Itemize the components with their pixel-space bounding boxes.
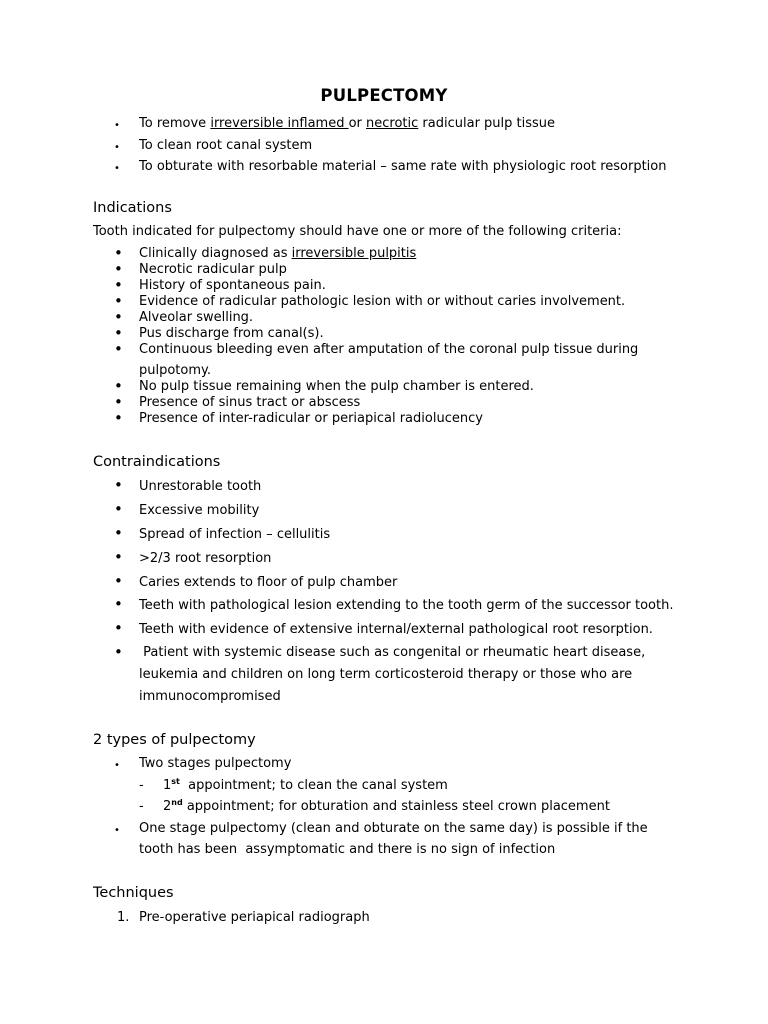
section-heading-types: 2 types of pulpectomy xyxy=(93,732,256,748)
list-item: • Presence of inter-radicular or periapical radiolucency xyxy=(0,411,700,427)
list-item: • Clinically diagnosed as irreversible pulpitis xyxy=(0,246,700,262)
list-item: • History of spontaneous pain. xyxy=(0,278,700,294)
list-item: • Excessive mobility xyxy=(0,499,700,523)
list-item: • >2/3 root resorption xyxy=(0,547,700,571)
section-heading-indications: Indications xyxy=(93,200,172,216)
indications-intro: Tooth indicated for pulpectomy should have one or more of the following criteria: xyxy=(93,224,622,239)
objectives-list xyxy=(0,113,700,178)
page-title: PULPECTOMY xyxy=(320,86,448,105)
list-item: • Pus discharge from canal(s). xyxy=(0,326,700,342)
list-item: • Presence of sinus tract or abscess xyxy=(0,395,700,411)
list-item: • Evidence of radicular pathologic lesion with or without caries involvement. xyxy=(0,294,700,310)
list-item: • Continuous bleeding even after amputation of the coronal pulp tissue during pulpotomy. xyxy=(0,342,700,379)
list-item: • One stage pulpectomy (clean and obturate on the same day) is possible if the tooth has been assymptomatic and there is no sign of infection xyxy=(0,818,700,861)
list-item: • Unrestorable tooth xyxy=(0,475,700,499)
list-item: • To remove irreversible inflamed or necrotic radicular pulp tissue xyxy=(0,113,700,135)
list-item: 1. Pre-operative periapical radiograph xyxy=(0,908,700,928)
list-item: • No pulp tissue remaining when the pulp chamber is entered. xyxy=(0,379,700,395)
techniques-list xyxy=(0,908,700,928)
list-item: • To clean root canal system xyxy=(0,135,700,157)
indications-list xyxy=(0,246,700,427)
types-list xyxy=(0,753,700,861)
list-item: • To obturate with resorbable material – same rate with physiologic root resorption xyxy=(0,156,700,178)
contraindications-list xyxy=(0,475,700,708)
section-heading-techniques: Techniques xyxy=(93,885,174,901)
section-heading-contraindications: Contraindications xyxy=(93,454,221,470)
list-item: • Caries extends to floor of pulp chamber xyxy=(0,571,700,595)
list-item: • Necrotic radicular pulp xyxy=(0,262,700,278)
list-item: • Spread of infection – cellulitis xyxy=(0,523,700,547)
list-item: • Teeth with evidence of extensive internal/external pathological root resorption. xyxy=(0,618,700,642)
list-item: - 1st appointment; to clean the canal system xyxy=(0,775,700,797)
list-item: • Two stages pulpectomy xyxy=(0,753,700,775)
list-item: • Teeth with pathological lesion extending to the tooth germ of the successor tooth. xyxy=(0,594,700,618)
list-item: • Patient with systemic disease such as congenital or rheumatic heart disease, leukemia and children on long term corticosteroid therapy or those who are immunocompromised xyxy=(0,642,700,708)
list-item: - 2nd appointment; for obturation and stainless steel crown placement xyxy=(0,796,700,818)
list-item: • Alveolar swelling. xyxy=(0,310,700,326)
